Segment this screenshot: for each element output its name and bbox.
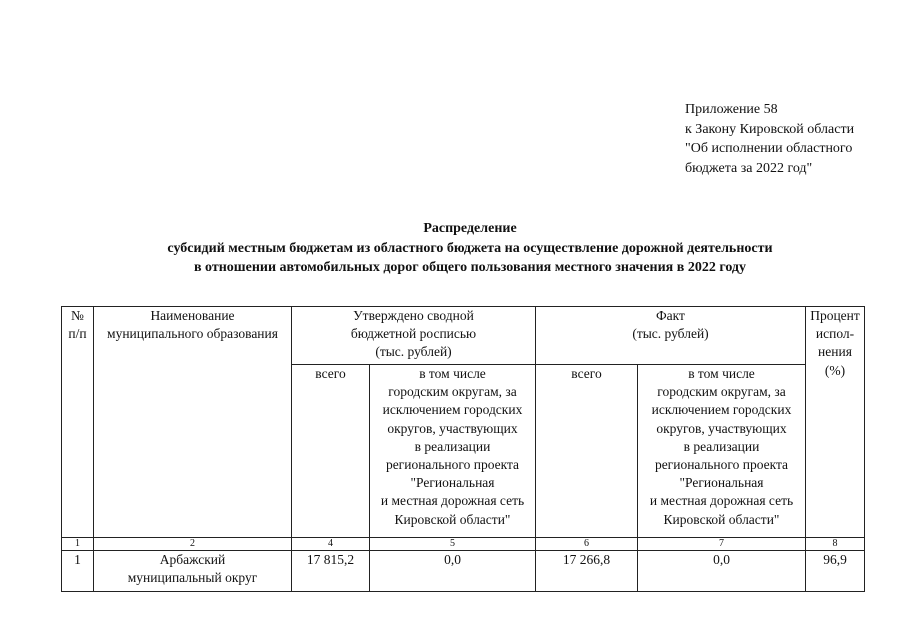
subsidies-table: [61, 306, 865, 592]
title-line: в отношении автомобильных дорог общего пользования местного значения в 2022 году: [193, 260, 746, 275]
row-approved-total: 17 815,2: [292, 551, 370, 592]
appendix-line: к Закону Кировской области: [685, 121, 855, 137]
column-number: 1: [62, 538, 94, 551]
header-number: № п/п: [62, 307, 94, 538]
header-fact-including: в том числе городским округам, за исключением городских округов, участвующих в реализации регионального проекта "Региональная и местная дорожная сеть Кировской области": [638, 365, 806, 538]
header-approved-total: всего: [292, 365, 370, 538]
column-number: 8: [806, 538, 865, 551]
row-fact-total: 17 266,8: [536, 551, 638, 592]
appendix-line: Приложение 58: [685, 102, 778, 117]
column-number: 7: [638, 538, 806, 551]
column-number: 6: [536, 538, 638, 551]
table-row: [62, 551, 865, 592]
column-number: 5: [370, 538, 536, 551]
appendix-line: бюджета за 2022 год": [685, 160, 813, 176]
appendix-reference: [685, 100, 854, 178]
row-percent: 96,9: [806, 551, 865, 592]
row-number: 1: [62, 551, 94, 592]
row-approved-including: 0,0: [370, 551, 536, 592]
row-fact-including: 0,0: [638, 551, 806, 592]
row-municipality: Арбажский муниципальный округ: [94, 551, 292, 592]
document-title: [120, 219, 820, 278]
title-line: субсидий местным бюджетам из областного бюджета на осуществление дорожной деятельности: [167, 240, 773, 256]
header-percent: Процент испол- нения (%): [806, 307, 865, 538]
column-numbers-row: [62, 538, 865, 551]
header-approved: Утверждено сводной бюджетной росписью (тыс. рублей): [292, 307, 536, 365]
column-number: 4: [292, 538, 370, 551]
header-municipality: Наименование муниципального образования: [94, 307, 292, 538]
column-number: 2: [94, 538, 292, 551]
title-line: Распределение: [423, 221, 517, 236]
header-row: [62, 307, 865, 365]
header-fact-total: всего: [536, 365, 638, 538]
header-fact: Факт (тыс. рублей): [536, 307, 806, 365]
header-approved-including: в том числе городским округам, за исключением городских округов, участвующих в реализации регионального проекта "Региональная и местная дорожная сеть Кировской области": [370, 365, 536, 538]
appendix-line: "Об исполнении областного: [685, 141, 853, 156]
